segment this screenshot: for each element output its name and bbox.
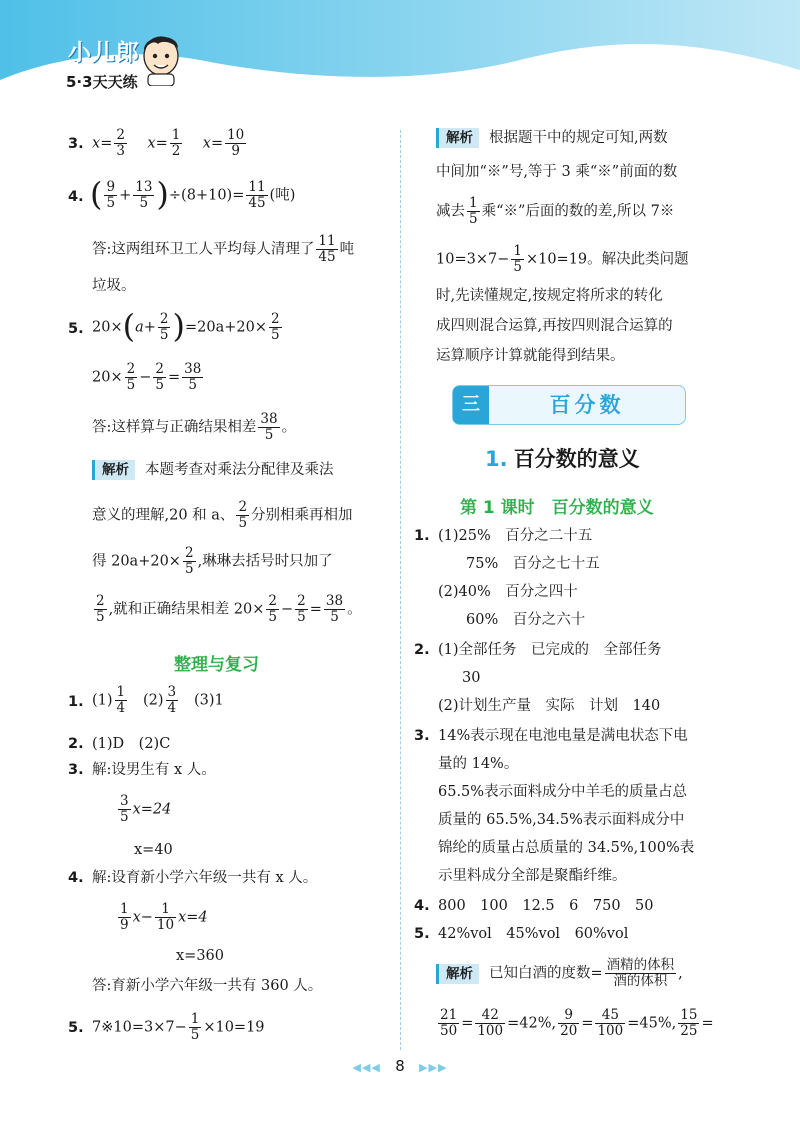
analysis-1-line4: $\frac{2}{5}$ ,就和正确结果相差 20× $\frac{2}{5}$ − $\frac{2}{5}$ = $\frac{38}{5}$ 。 [96,593,362,625]
r1-answer: (1) $\frac{1}{4}$ (2) $\frac{3}{4}$ (3)1 [92,684,224,716]
analysis-2-line6: 成四则混合运算,再按四则混合运算的 [436,318,673,334]
analysis-2-line7: 运算顺序计算就能得到结果。 [436,348,625,364]
rq2-line3: (2)计划生产量 实际 计划 140 [438,698,661,714]
rq2-number: 2. [414,642,430,658]
right-arrows-icon: ▶▶▶ [419,1061,448,1074]
analysis-3-line1: 解析 已知白酒的度数= 酒精的体积 酒的体积 , [436,958,683,989]
rq4-number: 4. [414,898,430,914]
r3-eq2: x=40 [134,842,173,858]
analysis-2-line5: 时,先读懂规定,按规定将所求的转化 [436,288,663,304]
rq3-line2: 量的 14%。 [438,756,519,772]
r3-eq1: $\frac{3}{5}$ x=24 [120,793,172,825]
page-number: 8 [395,1057,405,1075]
boy-mascot-icon [138,28,184,86]
lesson-title: 第 1 课时 百分数的意义 [460,498,654,518]
rq2-line1: (1)全部任务 已完成的 全部任务 [438,642,662,658]
rq1-row: (2)40% 百分之四十 [438,584,578,600]
rq1-row: 75% 百分之七十五 [466,556,600,572]
rq3-line3: 65.5%表示面料成分中羊毛的质量占总 [438,784,688,800]
rq1-number: 1. [414,528,430,544]
rq3-line1: 14%表示现在电池电量是满电状态下电 [438,728,688,744]
r4-setup: 解:设育新小学六年级一共有 x 人。 [92,870,318,886]
analysis-2-line3: 减去 $\frac{1}{5}$ 乘“※”后面的数的差,所以 7※ [436,195,675,227]
q5-line1: 20×(a+ $\frac{2}{5}$ )=20a+20× $\frac{2}{5}$ [92,306,280,345]
rq5-answer: 42%vol 45%vol 60%vol [438,926,629,942]
logo-title: 小儿郎 [68,40,140,66]
rq3-number: 3. [414,728,430,744]
column-divider [400,130,401,1050]
r3-number: 3. [68,762,84,778]
review-title: 整理与复习 [174,655,259,675]
analysis-1-line3: 得 20a+20× $\frac{2}{5}$ ,琳琳去括号时只加了 [92,545,333,577]
rq3-line5: 锦纶的质量占总质量的 34.5%,100%表 [438,840,695,856]
left-arrows-icon: ◀◀◀ [352,1061,381,1074]
analysis-3-line2: $\frac{21}{50}$ = $\frac{42}{100}$ =42%, $\frac{9}{20}$ = $\frac{45}{100}$ =45%, $\frac{15}{25}$ = [440,1007,714,1039]
rq1-row: 60% 百分之六十 [466,612,586,628]
logo-subtitle: 5·3天天练 [66,73,138,91]
section-banner [452,385,686,425]
rq3-line4: 质量的 65.5%,34.5%表示面料成分中 [438,812,685,828]
q3-answer: x= $\frac{2}{3}$ x= $\frac{1}{2}$ x= $\frac{10}{9}$ [92,127,245,159]
r4-eq1: $\frac{1}{9}$ x− $\frac{1}{10}$ x=4 [120,901,208,933]
rq2-line2: 30 [462,670,481,686]
analysis-2-line2: 中间加“※”号,等于 3 乘“※”前面的数 [436,164,678,180]
r2-answer: (1)D (2)C [92,736,171,752]
analysis-tag: 解析 [436,964,479,984]
section-title: 百分数 [549,393,625,417]
r4-eq2: x=360 [176,948,225,964]
analysis-1-line2: 意义的理解,20 和 a、 $\frac{2}{5}$ 分别相乘再相加 [92,499,353,531]
analysis-2-line4: 10=3×7− $\frac{1}{5}$ ×10=19。解决此类问题 [436,243,689,275]
r5-number: 5. [68,1020,84,1036]
q5-line2: 20× $\frac{2}{5}$ − $\frac{2}{5}$ = $\frac{38}{5}$ [92,361,202,393]
q5-number: 5. [68,321,84,337]
rq5-number: 5. [414,926,430,942]
r1-number: 1. [68,694,84,710]
rq3-line6: 示里料成分全部是聚酯纤维。 [438,868,627,884]
r5-answer: 7※10=3×7− $\frac{1}{5}$ ×10=19 [92,1011,265,1043]
page-header [0,0,800,120]
q5-answer: 答:这样算与正确结果相差 $\frac{38}{5}$ 。 [92,411,297,443]
r4-number: 4. [68,870,84,886]
analysis-2-line1: 解析 根据题干中的规定可知,两数 [436,128,668,148]
analysis-tag: 解析 [92,460,135,480]
q4-equation: ( $\frac{9}{5}$ + $\frac{13}{5}$ )÷(8+10)= $\frac{11}{45}$ (吨) [90,174,296,213]
q4-answer: 答:这两组环卫工人平均每人清理了 $\frac{11}{45}$ 吨 [92,233,355,265]
page-footer [0,1057,800,1075]
section-number: 三 [453,386,489,424]
r3-setup: 解:设男生有 x 人。 [92,762,216,778]
rq4-answer: 800 100 12.5 6 750 50 [438,898,654,914]
q3-number: 3. [68,136,84,152]
chapter-title: 1. 百分数的意义 [485,447,640,471]
r2-number: 2. [68,736,84,752]
rq1-row: (1)25% 百分之二十五 [438,528,593,544]
analysis-tag: 解析 [436,128,479,148]
q4-answer-cont: 垃圾。 [92,278,136,294]
r4-answer: 答:育新小学六年级一共有 360 人。 [92,978,323,994]
analysis-1-line1: 解析 本题考查对乘法分配律及乘法 [92,460,334,480]
q4-number: 4. [68,189,84,205]
